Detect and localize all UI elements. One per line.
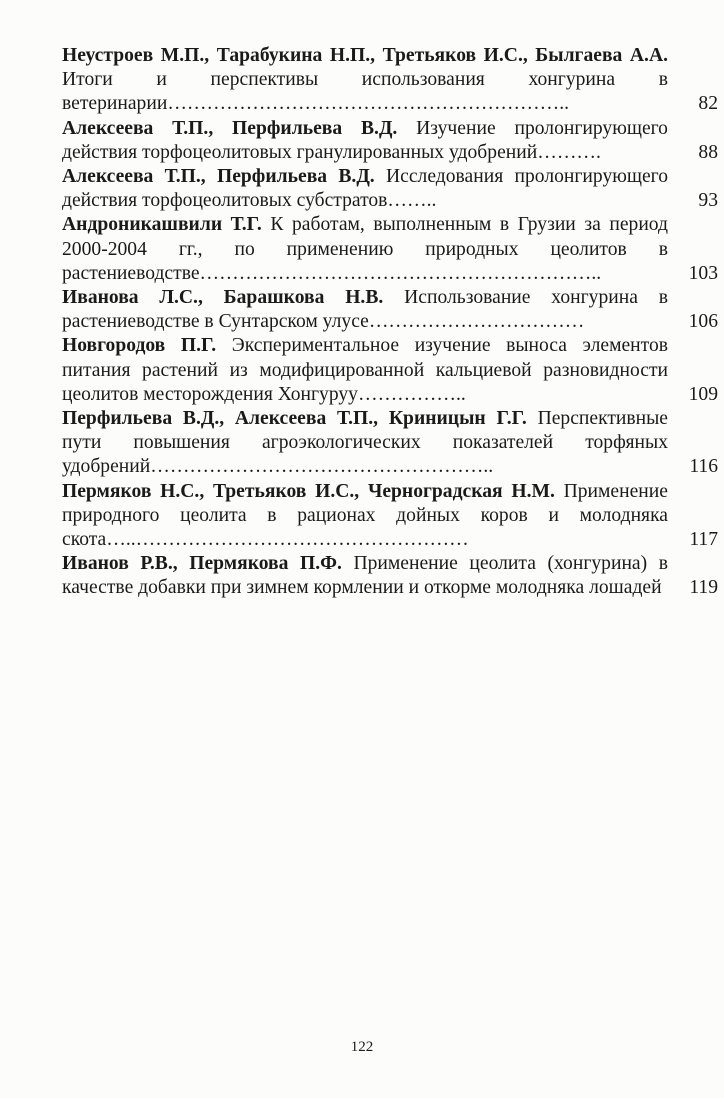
toc-entry: [62, 334, 718, 407]
toc-entry: [62, 165, 718, 213]
entry-authors: Пермяков Н.С., Третьяков И.С., Черноградская Н.М.: [62, 480, 555, 502]
entry-page-number: 116: [689, 456, 718, 478]
entry-authors: Андроникашвили Т.Г.: [62, 214, 262, 236]
entry-authors: Иванов Р.В., Пермякова П.Ф.: [62, 553, 342, 575]
toc-entry: [62, 213, 718, 286]
entry-text: [62, 117, 668, 165]
entry-authors: Неустроев М.П., Тарабукина Н.П., Третьяков И.С., Былгаева А.А.: [62, 45, 668, 66]
entry-text: [62, 407, 668, 480]
entry-authors: Перфильева В.Д., Алексеева Т.П., Криницын Г.Г.: [62, 408, 527, 430]
entry-text: [62, 552, 668, 600]
table-of-contents: [62, 44, 718, 601]
entry-text: [62, 165, 668, 213]
entry-authors: Иванова Л.С., Барашкова Н.В.: [62, 287, 384, 309]
entry-title: Исследования пролонгирующего действия торфоцеолитовых субстратов……..: [62, 166, 669, 212]
entry-text: [62, 334, 668, 407]
toc-entry: [62, 480, 718, 553]
toc-entry: [62, 44, 718, 117]
entry-title: Использование хонгурина в растениеводстве в Сунтарском улусе……………………………: [62, 287, 669, 333]
entry-text: [62, 44, 668, 117]
entry-title: Итоги и перспективы использования хонгурина в ветеринарии……………………………………………………..: [62, 69, 668, 115]
toc-entry: [62, 117, 718, 165]
entry-page-number: 119: [689, 577, 718, 599]
entry-authors: Алексеева Т.П., Перфильева В.Д.: [62, 166, 375, 188]
entry-page-number: 106: [688, 311, 718, 333]
entry-title: К работам, выполненным в Грузии за период 2000-2004 гг., по применению природных цеолитов в растениеводстве……………………………………………………..: [62, 214, 669, 284]
entry-title: Перспективные пути повышения агроэкологических показателей торфяных удобрений……………………………………………..: [62, 408, 668, 478]
toc-entry: [62, 407, 718, 480]
entry-text: [62, 480, 668, 553]
entry-title: Применение природного цеолита в рационах дойных коров и молодняка скота…..……………………………………………: [62, 480, 668, 551]
entry-page-number: 88: [698, 141, 718, 163]
entry-page-number: 103: [688, 262, 718, 284]
entry-text: [62, 286, 668, 334]
entry-page-number: 117: [689, 529, 718, 551]
entry-title: Экспериментальное изучение выноса элементов питания растений из модифицированной кальциевой разновидности цеолитов месторождения Хонгуруу……………..: [62, 335, 669, 405]
entry-authors: Алексеева Т.П., Перфильева В.Д.: [62, 117, 398, 139]
entry-authors: Новгородов П.Г.: [62, 335, 217, 357]
toc-entry: [62, 552, 718, 600]
entry-page-number: 93: [698, 190, 718, 212]
entry-page-number: 109: [688, 383, 718, 405]
page-number: 122: [350, 1039, 374, 1055]
entry-title: Изучение пролонгирующего действия торфоцеолитовых гранулированных удобрений……….: [62, 117, 668, 163]
entry-page-number: 82: [698, 93, 718, 115]
entry-text: [62, 213, 668, 286]
entry-title: Применение цеолита (хонгурина) в качестве добавки при зимнем кормлении и откорме молодняка лошадей: [62, 553, 668, 599]
toc-entry: [62, 286, 718, 334]
